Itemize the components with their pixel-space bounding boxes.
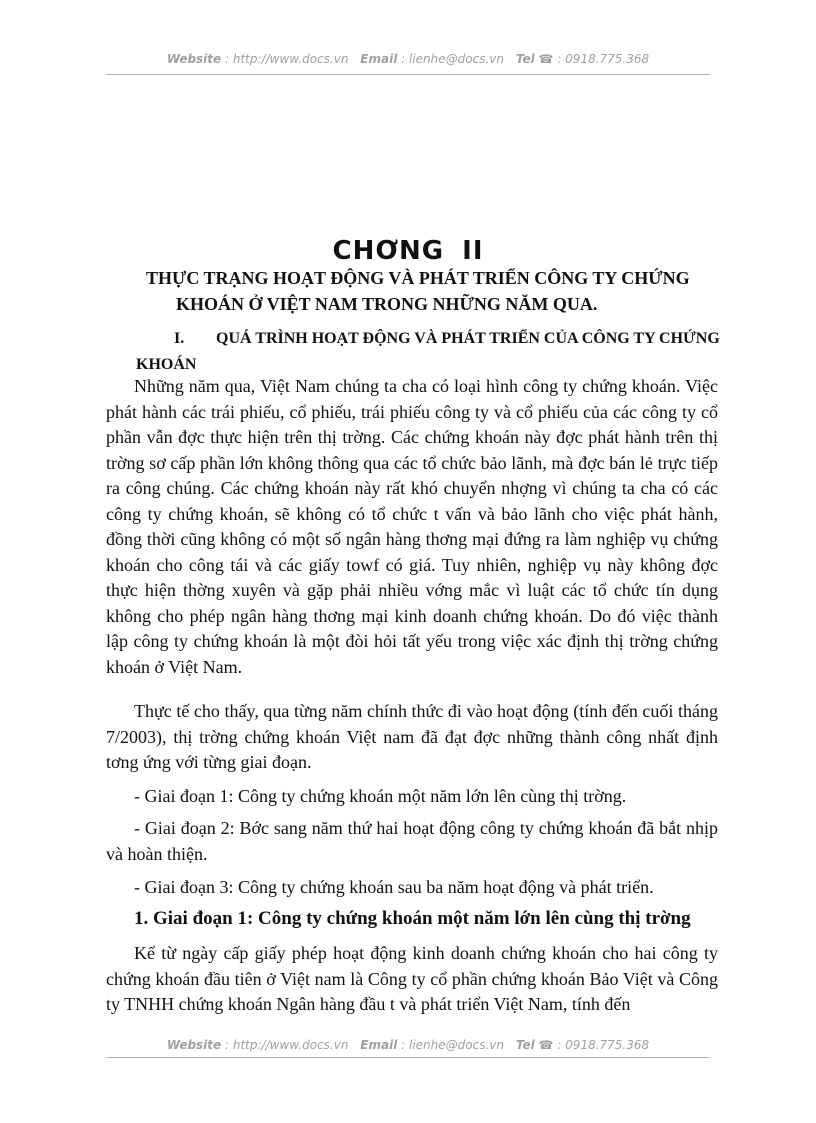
subsection-heading: 1. Giai đoạn 1: Công ty chứng khoán một năm lớn lên cùng thị trờng xyxy=(134,908,691,929)
header-tel-label: Tel xyxy=(515,52,535,66)
header-tel-value: : 0918.775.368 xyxy=(557,52,650,66)
body-paragraph-reality: Thực tế cho thấy, qua từng năm chính thức đi vào hoạt động (tính đến cuối tháng 7/2003), thị trờng chứng khoán Việt nam đã đạt đợc những thành công nhất định tơng ứng với từng giai đoạn. xyxy=(106,701,718,772)
chapter-title-line1: THỰC TRẠNG HOẠT ĐỘNG VÀ PHÁT TRIỂN CÔNG TY CHỨNG xyxy=(146,268,690,288)
chapter-word: CHƠNG xyxy=(332,236,445,266)
body-paragraph-intro: Những năm qua, Việt Nam chúng ta cha có loại hình công ty chứng khoán. Việc phát hành các trái phiếu, cổ phiếu, trái phiếu công ty và cổ phiếu của các công ty cổ phần vẫn đợc thực hiện trên thị trờng. Các chứng khoán này đợc phát hành trên thị trờng sơ cấp phần lớn không thông qua các tổ chức bảo lãnh, mà đợc bán lẻ trực tiếp ra công chúng. Các chứng khoán này rất khó chuyển nhợng vì chúng ta cha có các công ty chứng khoán, sẽ không có tổ chức t vấn và bảo lãnh cho việc phát hành, đồng thời cũng không có một số ngân hàng thơng mại đứng ra làm nghiệp vụ chứng khoán cho công tái và các giấy towf có giá. Tuy nhiên, nghiệp vụ này không đợc thực hiện thờng xuyên và gặp phải nhiều vớng mắc vì luật các tổ chức tín dụng không cho phép ngân hàng thơng mại kinh doanh chứng khoán. Do đó việc thành lập công ty chứng khoán là một đòi hỏi tất yếu trong việc xác định thị trờng chứng khoán ở Việt Nam. xyxy=(106,376,718,677)
header-email-label: Email xyxy=(360,52,398,66)
list-item-stage-1: - Giai đoạn 1: Công ty chứng khoán một năm lớn lên cùng thị trờng. xyxy=(134,786,627,806)
phone-icon: ☎ xyxy=(538,52,554,66)
body-paragraph-stage-1: Kể từ ngày cấp giấy phép hoạt động kinh doanh chứng khoán cho hai công ty chứng khoán đầu tiên ở Việt nam là Công ty cổ phần chứng khoán Bảo Việt và Công ty TNHH chứng khoán Ngân hàng đầu t và phát triển Việt Nam, tính đến xyxy=(106,943,718,1014)
phone-icon: ☎ xyxy=(538,1038,554,1052)
header-website-label: Website xyxy=(166,52,222,66)
footer-email-value[interactable]: : lienhe@docs.vn xyxy=(401,1038,504,1052)
section-heading-line1: QUÁ TRÌNH HOẠT ĐỘNG VÀ PHÁT TRIỂN CỦA CÔNG TY CHỨNG xyxy=(216,330,720,347)
chapter-number: II xyxy=(462,236,484,266)
list-item-stage-3: - Giai đoạn 3: Công ty chứng khoán sau ba năm hoạt động và phát triển. xyxy=(134,877,654,897)
header-website-value[interactable]: : http://www.docs.vn xyxy=(225,52,349,66)
header-email-value[interactable]: : lienhe@docs.vn xyxy=(401,52,504,66)
page-header xyxy=(0,52,816,66)
page-footer xyxy=(0,1038,816,1052)
section-number: I. xyxy=(174,330,185,347)
chapter-title-line2: KHOÁN Ở VIỆT NAM TRONG NHỮNG NĂM QUA. xyxy=(176,294,598,314)
footer-divider xyxy=(106,1057,710,1058)
footer-website-label: Website xyxy=(166,1038,222,1052)
footer-tel-value: : 0918.775.368 xyxy=(557,1038,650,1052)
footer-email-label: Email xyxy=(360,1038,398,1052)
chapter-label xyxy=(0,236,816,266)
footer-tel-label: Tel xyxy=(515,1038,535,1052)
section-heading-line2: KHOÁN xyxy=(136,356,197,373)
header-divider xyxy=(106,74,710,75)
list-item-stage-2: - Giai đoạn 2: Bớc sang năm thứ hai hoạt động công ty chứng khoán đã bắt nhịp và hoàn thiện. xyxy=(106,818,718,864)
footer-website-value[interactable]: : http://www.docs.vn xyxy=(225,1038,349,1052)
